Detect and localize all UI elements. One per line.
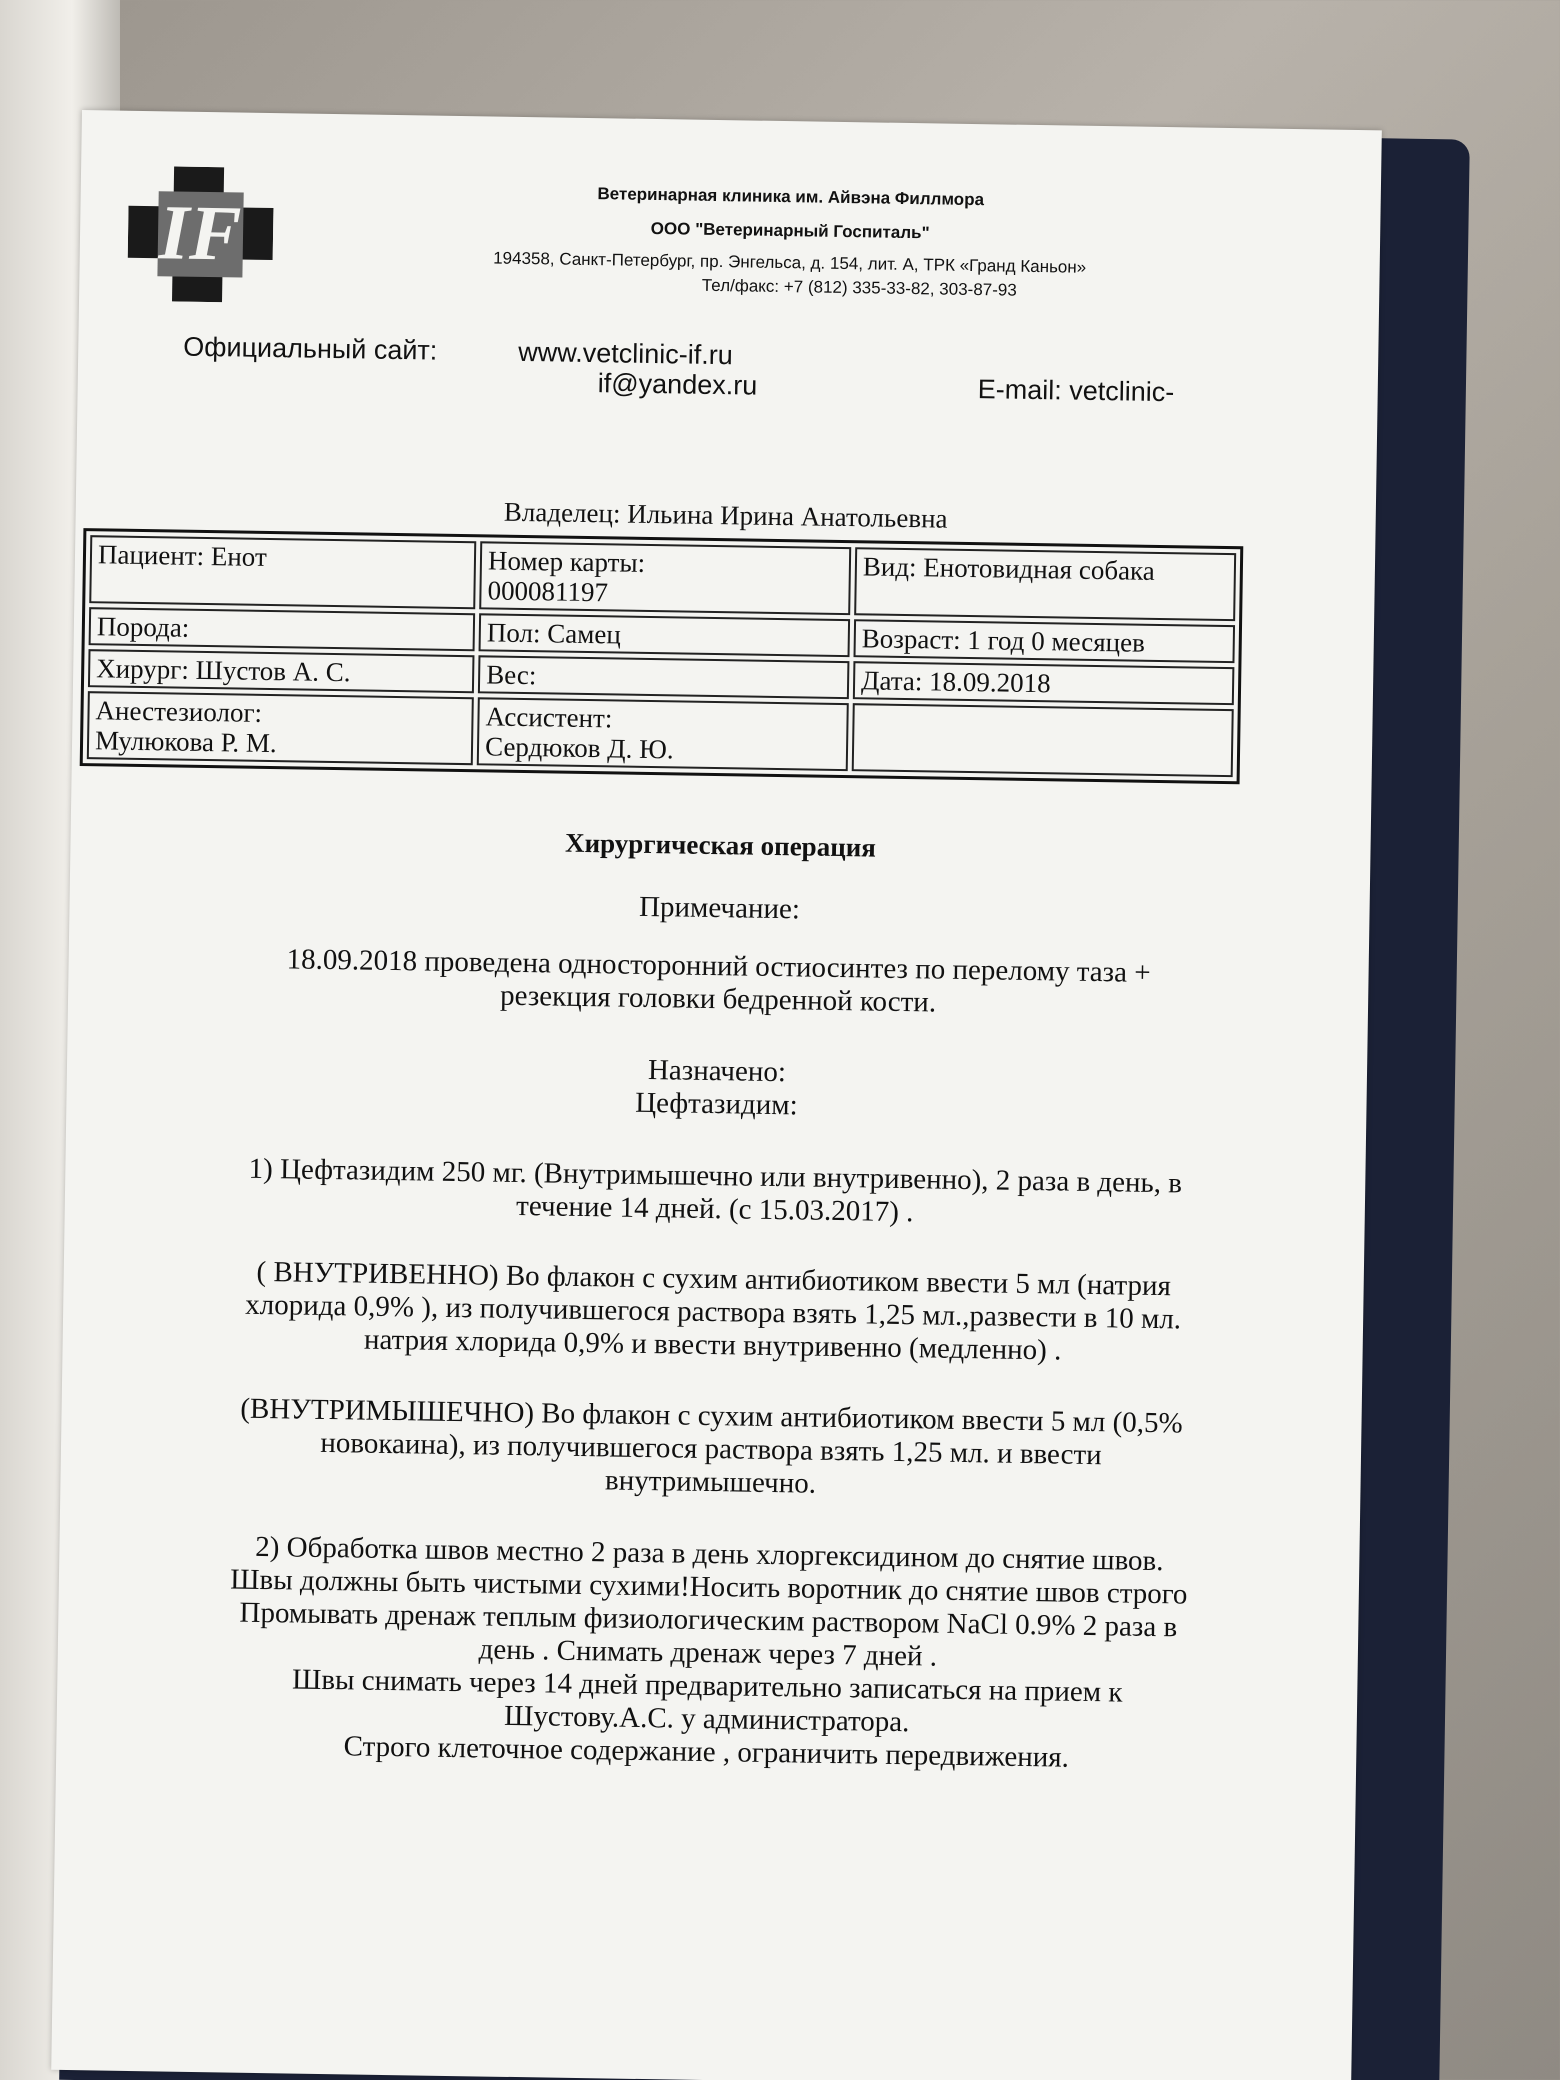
im-paragraph [60, 1390, 1361, 1509]
note-paragraph [68, 940, 1369, 1026]
contact-line [183, 331, 1244, 408]
anesthesiologist-name: Мулюкова Р. М. [94, 725, 277, 759]
table-row [89, 535, 1236, 621]
card-number: 000081197 [487, 575, 609, 608]
weight-cell: Вес: [478, 655, 849, 699]
item1-paragraph [65, 1150, 1366, 1236]
email-rest: if@yandex.ru [597, 368, 758, 401]
item2-line: Промывать дренаж теплым физиологическим раствором NaCl 0.9% 2 раза в [239, 1596, 1178, 1644]
item2-line: Строго клеточное содержание , ограничить передвижения. [343, 1730, 1070, 1774]
section-title: Хирургическая операция [564, 827, 877, 863]
clinic-phone: Тел/факс: +7 (812) 335-33-82, 303-87-93 [701, 275, 1017, 300]
letterhead [309, 176, 1271, 309]
anesthesiologist-cell [87, 691, 474, 765]
empty-cell [852, 703, 1234, 777]
site-label: Официальный сайт: [183, 331, 438, 366]
clinic-logo [127, 166, 274, 303]
date-cell: Дата: 18.09.2018 [853, 661, 1235, 705]
document-sheet [51, 110, 1382, 2080]
item1-line: 1) Цефтазидим 250 мг. (Внутримышечно или внутривенно), 2 раза в день, в [248, 1152, 1183, 1200]
card-label: Номер карты: [487, 545, 646, 578]
note-label: Примечание: [638, 890, 801, 926]
company-name: ООО "Ветеринарный Госпиталь" [650, 218, 930, 243]
iv-line: натрия хлорида 0,9% и ввести внутривенно (медленно) . [363, 1323, 1062, 1367]
owner-line: Владелец: Ильина Ирина Анатольевна [503, 496, 948, 534]
iv-line: ( ВНУТРИВЕННО) Во флакон с сухим антибиотиком ввести 5 мл (натрия [256, 1255, 1172, 1303]
item1-line: течение 14 дней. (с 15.03.2017) . [515, 1189, 914, 1229]
site-url: www.vetclinic-if.ru [518, 336, 734, 371]
im-line: внутримышечно. [604, 1464, 817, 1500]
item2-line: Швы должны быть чистыми сухими!Носить воротник до снятие швов строго [230, 1563, 1188, 1611]
item2-line: день . Снимать дренаж через 7 дней . [478, 1633, 938, 1673]
card-number-cell [479, 541, 851, 615]
surgeon-cell: Хирург: Шустов А. С. [88, 649, 475, 693]
email-label: E-mail: vetclinic- [977, 374, 1175, 408]
assigned-label: Назначено: [647, 1054, 787, 1089]
item2-line: 2) Обработка швов местно 2 раза в день хлоргексидином до снятие швов. [255, 1530, 1164, 1578]
item2-paragraph [56, 1528, 1359, 1779]
table-row [87, 691, 1234, 777]
note-line: резекция головки бедренной кости. [499, 979, 937, 1019]
anesthesiologist-label: Анестезиолог: [95, 695, 263, 728]
patient-cell: Пациент: Енот [89, 535, 476, 609]
assistant-cell [477, 697, 849, 771]
patient-info-table [80, 528, 1244, 784]
drug-label: Цефтазидим: [634, 1086, 798, 1122]
iv-paragraph [62, 1253, 1363, 1372]
age-cell: Возраст: 1 год 0 месяцев [853, 619, 1235, 663]
im-line: (ВНУТРИМЫШЕЧНО) Во флакон с сухим антибиотиком ввести 5 мл (0,5% [240, 1392, 1183, 1440]
assistant-label: Ассистент: [485, 701, 613, 734]
logo-monogram: IF [158, 188, 242, 277]
item2-line: Шустову.А.С. у администратора. [503, 1699, 910, 1739]
item2-line: Швы снимать через 14 дней предварительно записаться на прием к [291, 1663, 1123, 1709]
iv-line: хлорида 0,9% ), из получившегося раствора взять 1,25 мл.,развести в 10 мл. [245, 1288, 1182, 1336]
species-cell: Вид: Енотовидная собака [854, 547, 1236, 621]
clinic-address: 194358, Санкт-Петербург, пр. Энгельса, д. 154, лит. А, ТРК «Гранд Каньон» [493, 248, 1087, 277]
sex-cell: Пол: Самец [479, 613, 850, 657]
assistant-name: Сердюков Д. Ю. [484, 731, 674, 765]
breed-cell: Порода: [89, 607, 476, 651]
note-line: 18.09.2018 проведена односторонний остиосинтез по перелому таза + [286, 943, 1151, 989]
im-line: новокаина), из получившегося раствора взять 1,25 мл. и ввести [320, 1426, 1102, 1472]
assigned-block [66, 1045, 1367, 1131]
clinic-name: Ветеринарная клиника им. Айвэна Филлмора [597, 184, 985, 210]
